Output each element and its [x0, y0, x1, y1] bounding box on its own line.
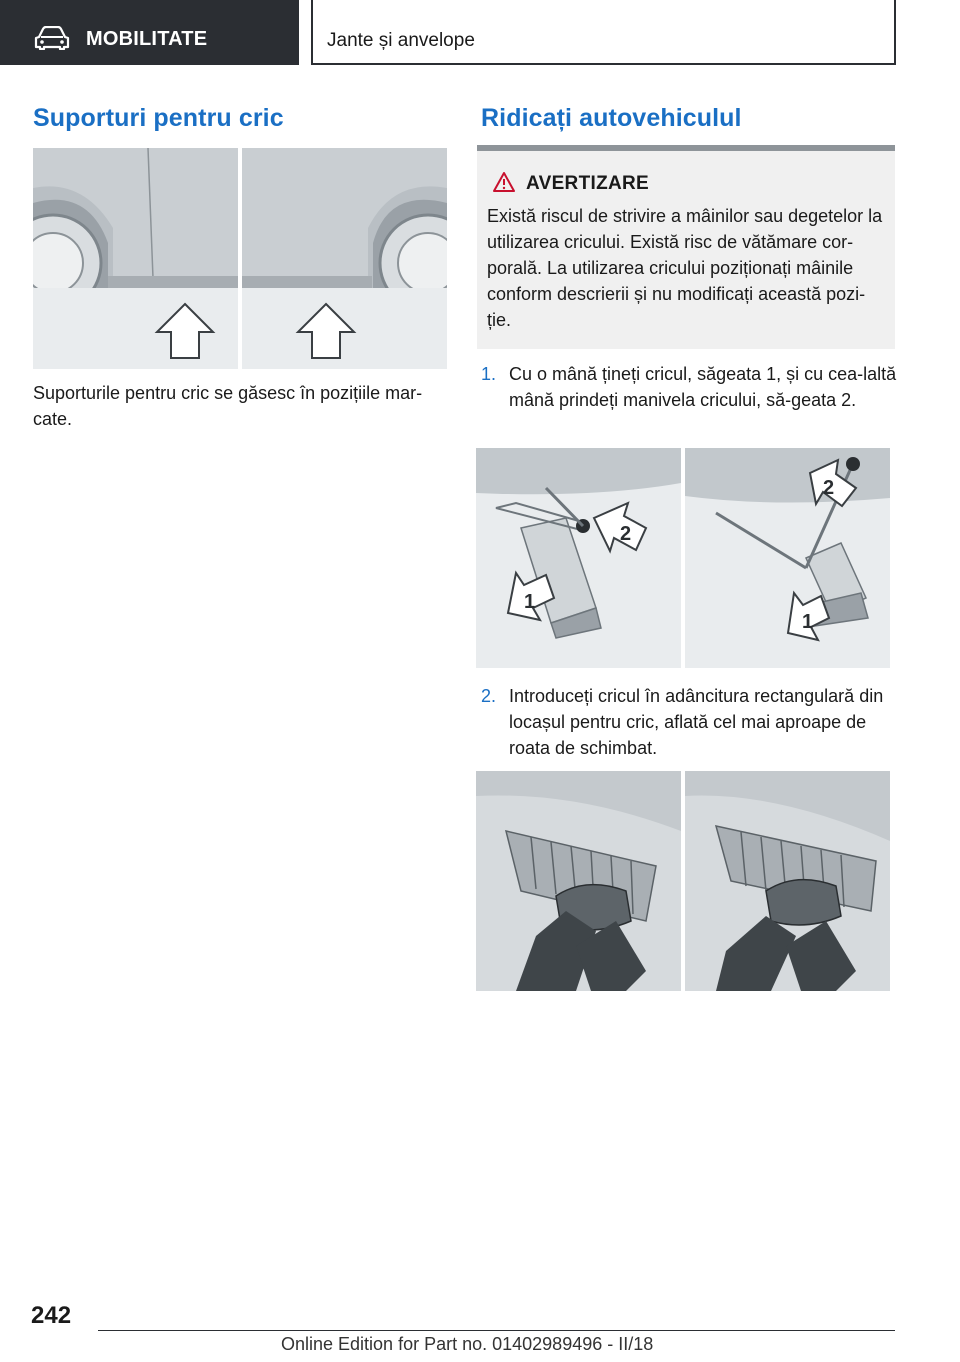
- figure-label: 1: [524, 591, 536, 613]
- header-chapter-tab: [311, 0, 896, 65]
- warning-title: AVERTIZARE: [526, 173, 649, 194]
- figure-jack-seat: [476, 771, 890, 991]
- step-number: 1.: [481, 364, 497, 384]
- figure-jack-points: [33, 148, 447, 369]
- warning-text: Există riscul de strivire a mâinilor sau degetelor la utilizarea cricului. Există risc de vătămare cor‐porală. La utilizarea cricului poziționați mâinile conform descrierii și nu modificați această pozi‐ție.: [487, 206, 883, 330]
- page-number: 242: [31, 1302, 72, 1329]
- figure-label: 1: [802, 611, 814, 633]
- footer-edition: Online Edition for Part no. 01402989496 - II/18: [281, 1334, 654, 1354]
- caption-jack-points: Suporturile pentru cric se găsesc în pozițiile mar‐cate.: [33, 383, 423, 429]
- section-title: MOBILITATE: [86, 28, 208, 50]
- jack-seat-illustration: [476, 771, 890, 991]
- step-text: Introduceți cricul în adâncitura rectangulară din locașul pentru cric, aflată cel mai aproape de roata de schimbat.: [509, 686, 884, 758]
- figure-label: 2: [823, 477, 835, 499]
- warning-triangle-icon: [492, 171, 516, 193]
- step-text: Cu o mână țineți cricul, săgeata 1, și cu cea‐laltă mână prindeți manivela cricului, să‐geata 2.: [509, 364, 897, 410]
- heading-raise-vehicle: Ridicați autovehiculul: [481, 104, 742, 132]
- chapter-title: Jante și anvelope: [327, 30, 475, 51]
- figure-jack-hold: [476, 448, 890, 668]
- footer-divider: [98, 1330, 895, 1331]
- jack-hold-illustration: [476, 448, 890, 668]
- heading-jack-points: Suporturi pentru cric: [33, 104, 284, 132]
- warning-box: [477, 151, 895, 349]
- header-section-tab: [0, 0, 299, 65]
- step-number: 2.: [481, 686, 497, 706]
- jack-points-illustration: [33, 148, 447, 369]
- figure-label: 2: [620, 523, 632, 545]
- car-icon: [34, 26, 70, 50]
